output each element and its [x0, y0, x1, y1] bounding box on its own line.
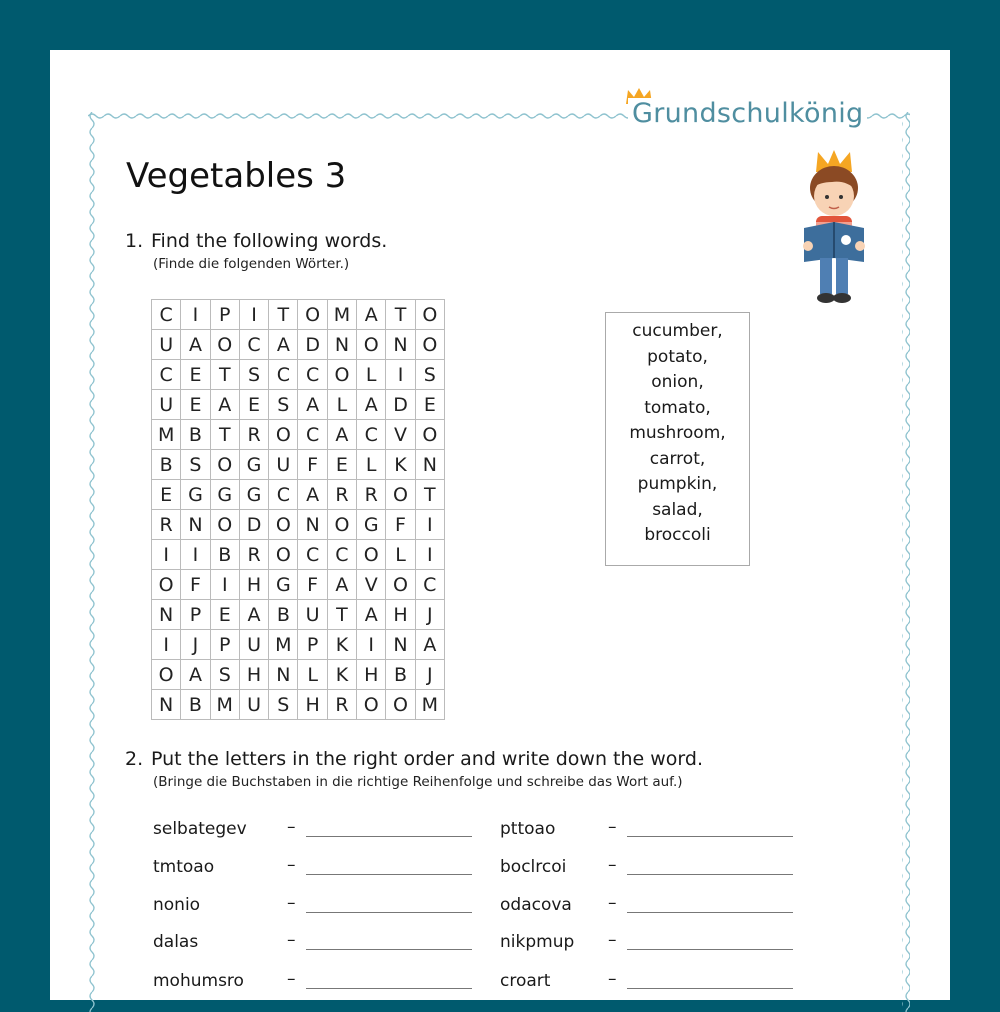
- grid-cell[interactable]: T: [328, 600, 357, 630]
- word-list-item: broccoli: [644, 525, 711, 545]
- grid-cell[interactable]: O: [152, 570, 181, 600]
- grid-cell[interactable]: S: [181, 450, 210, 480]
- dash: –: [287, 930, 296, 950]
- grid-cell[interactable]: A: [240, 600, 269, 630]
- grid-cell[interactable]: M: [152, 420, 181, 450]
- word-list-box: [605, 312, 750, 566]
- grid-cell[interactable]: A: [328, 570, 357, 600]
- scrambled-word: tmtoao: [153, 857, 215, 877]
- grid-cell[interactable]: R: [328, 480, 357, 510]
- grid-cell[interactable]: C: [357, 420, 386, 450]
- answer-line[interactable]: [306, 836, 472, 837]
- grid-cell[interactable]: L: [357, 450, 386, 480]
- grid-cell[interactable]: L: [328, 390, 357, 420]
- grid-cell[interactable]: O: [328, 360, 357, 390]
- grid-cell[interactable]: U: [152, 390, 181, 420]
- brand-logo: Grundschulkönig: [628, 98, 867, 129]
- grid-cell[interactable]: N: [152, 600, 181, 630]
- grid-cell[interactable]: F: [386, 510, 415, 540]
- word-list-item: cucumber,: [632, 321, 723, 341]
- word-list-item: salad,: [652, 499, 703, 520]
- scrambled-word: mohumsro: [153, 971, 244, 991]
- grid-cell[interactable]: H: [240, 660, 269, 690]
- answer-line[interactable]: [306, 988, 472, 989]
- grid-cell[interactable]: M: [269, 630, 298, 660]
- grid-cell[interactable]: J: [416, 600, 445, 630]
- dash: –: [608, 855, 617, 875]
- grid-cell[interactable]: T: [416, 480, 445, 510]
- dash: –: [608, 969, 617, 989]
- question-2-translation: (Bringe die Buchstaben in die richtige Reihenfolge und schreibe das Wort auf.): [153, 774, 683, 790]
- grid-cell[interactable]: B: [269, 600, 298, 630]
- grid-cell[interactable]: C: [298, 360, 327, 390]
- grid-cell[interactable]: G: [269, 570, 298, 600]
- grid-cell[interactable]: N: [416, 450, 445, 480]
- scrambled-word: nikpmup: [500, 932, 575, 952]
- grid-cell[interactable]: R: [240, 540, 269, 570]
- grid-cell[interactable]: T: [211, 420, 240, 450]
- grid-cell[interactable]: E: [152, 480, 181, 510]
- grid-cell[interactable]: P: [298, 630, 327, 660]
- grid-cell[interactable]: R: [357, 480, 386, 510]
- grid-cell[interactable]: U: [240, 630, 269, 660]
- grid-cell[interactable]: A: [298, 390, 327, 420]
- question-1-translation: (Finde die folgenden Wörter.): [153, 256, 350, 272]
- grid-cell[interactable]: C: [152, 360, 181, 390]
- grid-cell[interactable]: U: [298, 600, 327, 630]
- grid-cell[interactable]: T: [211, 360, 240, 390]
- grid-cell[interactable]: S: [416, 360, 445, 390]
- grid-cell[interactable]: A: [181, 330, 210, 360]
- grid-cell[interactable]: U: [152, 330, 181, 360]
- grid-cell[interactable]: F: [181, 570, 210, 600]
- grid-cell[interactable]: G: [357, 510, 386, 540]
- grid-cell[interactable]: I: [357, 630, 386, 660]
- grid-cell[interactable]: P: [211, 630, 240, 660]
- grid-cell[interactable]: F: [298, 570, 327, 600]
- grid-cell[interactable]: O: [152, 660, 181, 690]
- grid-cell[interactable]: N: [181, 510, 210, 540]
- grid-cell[interactable]: L: [386, 540, 415, 570]
- grid-cell[interactable]: N: [298, 510, 327, 540]
- grid-cell[interactable]: R: [328, 690, 357, 720]
- scrambled-word: dalas: [153, 932, 199, 952]
- grid-cell[interactable]: F: [298, 450, 327, 480]
- scrambled-word: boclrcoi: [500, 857, 567, 877]
- grid-cell[interactable]: E: [181, 360, 210, 390]
- grid-cell[interactable]: O: [386, 480, 415, 510]
- grid-cell[interactable]: I: [211, 570, 240, 600]
- grid-cell[interactable]: A: [357, 300, 386, 330]
- grid-cell[interactable]: H: [386, 600, 415, 630]
- grid-cell[interactable]: A: [328, 420, 357, 450]
- grid-cell[interactable]: V: [386, 420, 415, 450]
- grid-cell[interactable]: C: [152, 300, 181, 330]
- grid-cell[interactable]: N: [386, 330, 415, 360]
- grid-cell[interactable]: O: [416, 330, 445, 360]
- grid-cell[interactable]: B: [211, 540, 240, 570]
- grid-cell[interactable]: G: [181, 480, 210, 510]
- answer-line[interactable]: [627, 988, 793, 989]
- word-list-item: carrot,: [649, 448, 706, 469]
- scrambled-word: odacova: [500, 895, 572, 915]
- grid-cell[interactable]: C: [328, 540, 357, 570]
- grid-cell[interactable]: S: [211, 660, 240, 690]
- grid-cell[interactable]: T: [386, 300, 415, 330]
- grid-cell[interactable]: U: [269, 450, 298, 480]
- grid-cell[interactable]: I: [416, 540, 445, 570]
- grid-cell[interactable]: A: [211, 390, 240, 420]
- grid-cell[interactable]: G: [211, 480, 240, 510]
- grid-cell[interactable]: K: [328, 630, 357, 660]
- grid-cell[interactable]: N: [152, 690, 181, 720]
- dash: –: [608, 893, 617, 913]
- grid-cell[interactable]: D: [240, 510, 269, 540]
- grid-cell[interactable]: A: [416, 630, 445, 660]
- grid-cell[interactable]: D: [386, 390, 415, 420]
- scrambled-word: pttoao: [500, 819, 556, 839]
- dash: –: [608, 930, 617, 950]
- worksheet-page: [50, 50, 950, 1000]
- grid-cell[interactable]: O: [269, 540, 298, 570]
- grid-cell[interactable]: O: [357, 540, 386, 570]
- grid-cell[interactable]: O: [211, 510, 240, 540]
- grid-cell[interactable]: N: [386, 630, 415, 660]
- grid-cell[interactable]: I: [181, 540, 210, 570]
- dash: –: [287, 893, 296, 913]
- grid-cell[interactable]: V: [357, 570, 386, 600]
- grid-cell[interactable]: J: [181, 630, 210, 660]
- grid-cell[interactable]: S: [269, 390, 298, 420]
- grid-cell[interactable]: I: [416, 510, 445, 540]
- grid-cell[interactable]: O: [416, 300, 445, 330]
- grid-cell[interactable]: M: [416, 690, 445, 720]
- scrambled-word: nonio: [153, 895, 201, 915]
- grid-cell[interactable]: M: [328, 300, 357, 330]
- grid-cell[interactable]: C: [269, 360, 298, 390]
- grid-cell[interactable]: C: [298, 540, 327, 570]
- word-search-grid: [151, 299, 445, 720]
- word-list-item: pumpkin,: [637, 474, 718, 494]
- grid-cell[interactable]: B: [181, 420, 210, 450]
- grid-cell[interactable]: A: [181, 660, 210, 690]
- grid-cell[interactable]: O: [328, 510, 357, 540]
- answer-line[interactable]: [627, 874, 793, 875]
- grid-cell[interactable]: M: [211, 690, 240, 720]
- grid-cell[interactable]: A: [298, 480, 327, 510]
- grid-cell[interactable]: E: [181, 390, 210, 420]
- grid-cell[interactable]: C: [240, 330, 269, 360]
- question-2-number: 2.: [125, 748, 144, 770]
- grid-cell[interactable]: H: [298, 690, 327, 720]
- grid-cell[interactable]: C: [416, 570, 445, 600]
- scrambled-word: croart: [500, 971, 551, 991]
- grid-cell[interactable]: E: [416, 390, 445, 420]
- question-1-number: 1.: [125, 230, 144, 252]
- grid-cell[interactable]: A: [357, 600, 386, 630]
- grid-cell[interactable]: S: [240, 360, 269, 390]
- grid-cell[interactable]: E: [211, 600, 240, 630]
- grid-cell[interactable]: C: [298, 420, 327, 450]
- word-list-item: onion,: [651, 372, 704, 392]
- grid-cell[interactable]: G: [240, 450, 269, 480]
- page-title: Vegetables 3: [126, 156, 347, 196]
- question-1-text: Find the following words.: [151, 230, 388, 252]
- grid-cell[interactable]: K: [386, 450, 415, 480]
- grid-cell[interactable]: R: [152, 510, 181, 540]
- grid-cell[interactable]: O: [211, 450, 240, 480]
- word-list-item: potato,: [647, 346, 708, 367]
- scrambled-word: selbategev: [153, 819, 247, 839]
- grid-cell[interactable]: S: [269, 690, 298, 720]
- grid-cell[interactable]: O: [211, 330, 240, 360]
- dash: –: [608, 817, 617, 837]
- grid-cell[interactable]: O: [357, 330, 386, 360]
- word-list-item: mushroom,: [629, 423, 726, 443]
- grid-cell[interactable]: J: [416, 660, 445, 690]
- grid-cell[interactable]: A: [269, 330, 298, 360]
- grid-cell[interactable]: D: [298, 330, 327, 360]
- grid-cell[interactable]: O: [269, 510, 298, 540]
- answer-line[interactable]: [306, 949, 472, 950]
- grid-cell[interactable]: N: [328, 330, 357, 360]
- grid-cell[interactable]: B: [181, 690, 210, 720]
- dash: –: [287, 855, 296, 875]
- answer-line[interactable]: [627, 949, 793, 950]
- grid-cell[interactable]: O: [386, 690, 415, 720]
- grid-cell[interactable]: O: [357, 690, 386, 720]
- dash: –: [287, 969, 296, 989]
- grid-cell[interactable]: A: [357, 390, 386, 420]
- grid-cell[interactable]: P: [181, 600, 210, 630]
- grid-cell[interactable]: K: [328, 660, 357, 690]
- grid-cell[interactable]: E: [240, 390, 269, 420]
- grid-cell[interactable]: R: [240, 420, 269, 450]
- answer-line[interactable]: [306, 912, 472, 913]
- grid-cell[interactable]: O: [416, 420, 445, 450]
- grid-cell[interactable]: I: [152, 630, 181, 660]
- grid-cell[interactable]: O: [386, 570, 415, 600]
- grid-cell[interactable]: G: [240, 480, 269, 510]
- dash: –: [287, 817, 296, 837]
- question-2-text: Put the letters in the right order and write down the word.: [151, 748, 704, 770]
- answer-line[interactable]: [306, 874, 472, 875]
- grid-cell[interactable]: I: [181, 300, 210, 330]
- grid-cell[interactable]: L: [298, 660, 327, 690]
- grid-cell[interactable]: I: [240, 300, 269, 330]
- grid-cell[interactable]: I: [386, 360, 415, 390]
- grid-cell[interactable]: O: [298, 300, 327, 330]
- word-list-item: tomato,: [644, 397, 711, 418]
- reading-child-illustration: [796, 150, 872, 305]
- answer-line[interactable]: [627, 912, 793, 913]
- grid-cell[interactable]: H: [240, 570, 269, 600]
- grid-cell[interactable]: O: [269, 420, 298, 450]
- grid-cell[interactable]: T: [269, 300, 298, 330]
- grid-cell[interactable]: I: [152, 540, 181, 570]
- answer-line[interactable]: [627, 836, 793, 837]
- grid-cell[interactable]: B: [152, 450, 181, 480]
- grid-cell[interactable]: E: [328, 450, 357, 480]
- grid-cell[interactable]: U: [240, 690, 269, 720]
- grid-cell[interactable]: P: [211, 300, 240, 330]
- grid-cell[interactable]: H: [357, 660, 386, 690]
- grid-cell[interactable]: C: [269, 480, 298, 510]
- grid-cell[interactable]: N: [269, 660, 298, 690]
- grid-cell[interactable]: L: [357, 360, 386, 390]
- grid-cell[interactable]: B: [386, 660, 415, 690]
